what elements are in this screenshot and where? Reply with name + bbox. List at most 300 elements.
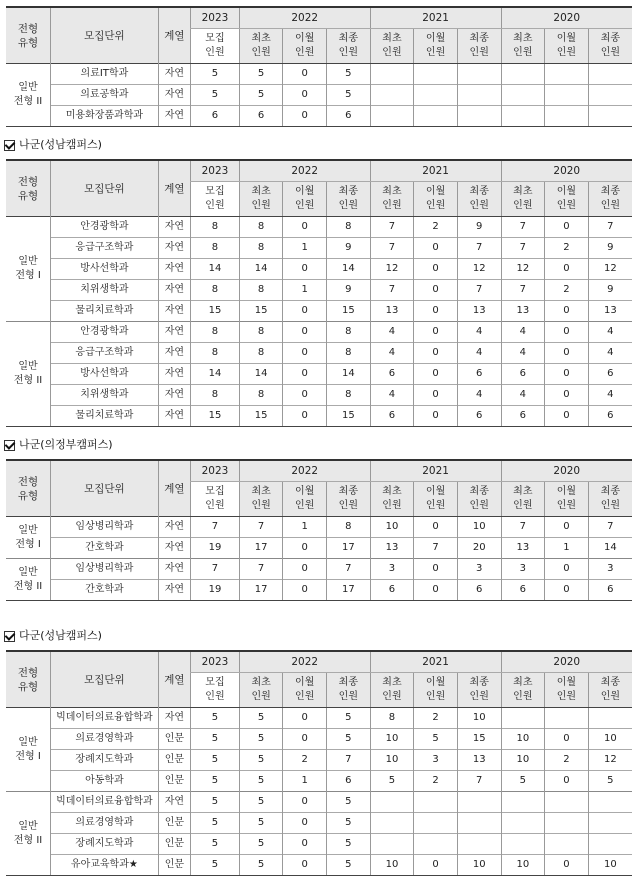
cell-unit: 임상병리학과 — [51, 559, 159, 580]
header-sub-line1: 최초 — [513, 486, 533, 497]
cell-value: 0 — [414, 855, 458, 876]
cell-value: 0 — [283, 259, 327, 280]
cell-value: 0 — [283, 855, 327, 876]
cell-value — [545, 813, 589, 834]
header-sub-line2: 인원 — [251, 47, 271, 58]
header-sub-line2: 인원 — [556, 47, 577, 58]
table-row — [6, 364, 632, 385]
cell-value — [457, 64, 501, 85]
cell-value: 17 — [327, 538, 371, 559]
header-sub-line2: 인원 — [295, 47, 315, 58]
cell-unit: 간호학과 — [51, 580, 159, 601]
cell-value: 1 — [283, 771, 327, 792]
cell-value: 0 — [414, 280, 458, 301]
cell-field: 자연 — [158, 559, 190, 580]
cell-value — [370, 813, 414, 834]
header-year-2023: 2023 — [191, 160, 240, 182]
cell-value: 19 — [191, 580, 240, 601]
cell-value: 1 — [545, 538, 589, 559]
header-sub-2023 — [191, 673, 240, 708]
cell-value: 6 — [191, 106, 240, 127]
section-title — [4, 628, 102, 644]
cell-value — [501, 106, 545, 127]
header-type — [6, 7, 51, 64]
header-year: 2020 — [501, 160, 632, 182]
header-field: 계열 — [158, 651, 190, 708]
header-sub-line2: 인원 — [469, 47, 489, 58]
header-sub-carry — [283, 29, 327, 64]
header-year: 2021 — [370, 651, 501, 673]
cell-value: 13 — [457, 750, 501, 771]
header-field: 계열 — [158, 7, 190, 64]
cell-value: 0 — [283, 792, 327, 813]
header-sub-line2: 인원 — [205, 200, 225, 211]
cell-value: 5 — [191, 85, 240, 106]
cell-unit: 치위생학과 — [51, 385, 159, 406]
header-sub-initial — [501, 482, 545, 517]
cell-value: 0 — [414, 580, 458, 601]
cell-field: 자연 — [158, 85, 190, 106]
header-sub-line1: 이월 — [295, 486, 315, 497]
cell-unit: 미용화장품과학과 — [51, 106, 159, 127]
cell-value: 6 — [588, 580, 632, 601]
cell-value: 0 — [283, 406, 327, 427]
header-sub-final — [588, 673, 632, 708]
cell-value: 5 — [239, 813, 283, 834]
checkbox-icon — [4, 140, 15, 151]
cell-field: 자연 — [158, 538, 190, 559]
cell-value: 0 — [545, 517, 589, 538]
cell-value — [414, 792, 458, 813]
cell-value: 6 — [501, 406, 545, 427]
cell-field: 인문 — [158, 750, 190, 771]
cell-value: 4 — [457, 343, 501, 364]
header-sub-line2: 인원 — [556, 200, 577, 211]
cell-value — [370, 106, 414, 127]
cell-value: 20 — [457, 538, 501, 559]
cell-value: 15 — [239, 301, 283, 322]
header-year: 2022 — [239, 160, 370, 182]
cell-value: 12 — [501, 259, 545, 280]
header-sub-line2: 인원 — [600, 200, 621, 211]
header-type-line2: 유형 — [17, 36, 39, 49]
cell-value: 5 — [588, 771, 632, 792]
cell-value: 6 — [501, 580, 545, 601]
cell-field: 인문 — [158, 729, 190, 750]
cell-value: 5 — [191, 771, 240, 792]
cell-value: 5 — [327, 855, 371, 876]
cell-value: 5 — [501, 771, 545, 792]
cell-value: 0 — [545, 729, 589, 750]
table-row — [6, 855, 632, 876]
cell-value — [370, 792, 414, 813]
header-sub-line1: 최초 — [382, 677, 402, 688]
cell-value: 2 — [545, 238, 589, 259]
table-row — [6, 729, 632, 750]
header-sub-line2: 인원 — [338, 691, 358, 702]
cell-value — [588, 813, 632, 834]
cell-value: 6 — [370, 580, 414, 601]
cell-field: 인문 — [158, 855, 190, 876]
cell-value — [457, 85, 501, 106]
header-sub-line1: 최종 — [600, 486, 621, 497]
header-type-line1: 전형 — [17, 175, 39, 188]
cell-value: 15 — [191, 406, 240, 427]
table-row — [6, 580, 632, 601]
cell-value: 0 — [414, 343, 458, 364]
cell-value — [588, 708, 632, 729]
header-row — [6, 7, 632, 29]
cell-value: 0 — [283, 64, 327, 85]
header-sub-line1: 이월 — [556, 186, 577, 197]
cell-value: 14 — [588, 538, 632, 559]
header-sub-line2: 인원 — [338, 500, 358, 511]
group-type — [6, 322, 51, 427]
group-type-line2: 전형 II — [13, 375, 43, 386]
cell-value: 2 — [414, 217, 458, 238]
cell-value: 0 — [545, 385, 589, 406]
cell-value: 4 — [588, 322, 632, 343]
cell-value: 10 — [457, 517, 501, 538]
header-sub-line1: 이월 — [425, 33, 446, 44]
cell-value: 4 — [588, 385, 632, 406]
cell-value: 7 — [327, 750, 371, 771]
header-sub-line1: 이월 — [556, 33, 577, 44]
header-sub-line1: 최종 — [469, 486, 489, 497]
cell-value: 5 — [327, 708, 371, 729]
cell-unit: 응급구조학과 — [51, 238, 159, 259]
cell-field: 자연 — [158, 322, 190, 343]
section-title — [4, 137, 102, 153]
cell-value: 0 — [283, 729, 327, 750]
cell-unit: 물리치료학과 — [51, 406, 159, 427]
cell-unit: 장례지도학과 — [51, 834, 159, 855]
header-year-2023: 2023 — [191, 651, 240, 673]
header-row — [6, 160, 632, 182]
cell-value: 10 — [588, 855, 632, 876]
group-type-line2: 전형 I — [15, 750, 41, 762]
header-sub-carry — [283, 482, 327, 517]
cell-value: 5 — [239, 855, 283, 876]
cell-value: 5 — [239, 771, 283, 792]
header-unit: 모집단위 — [51, 7, 159, 64]
cell-value: 2 — [414, 708, 458, 729]
cell-value: 8 — [239, 238, 283, 259]
section-title-text: 나군(의정부캠퍼스) — [19, 438, 113, 451]
cell-value: 4 — [370, 343, 414, 364]
cell-value: 8 — [239, 322, 283, 343]
cell-value: 7 — [327, 559, 371, 580]
cell-value — [370, 64, 414, 85]
cell-field: 자연 — [158, 406, 190, 427]
cell-value — [457, 834, 501, 855]
cell-value: 6 — [327, 771, 371, 792]
cell-value: 14 — [191, 364, 240, 385]
cell-value: 5 — [327, 85, 371, 106]
cell-unit: 방사선학과 — [51, 364, 159, 385]
header-sub-line2: 인원 — [425, 200, 446, 211]
cell-value: 14 — [239, 364, 283, 385]
cell-value: 13 — [370, 538, 414, 559]
table-row — [6, 771, 632, 792]
header-sub-line2: 인원 — [251, 200, 271, 211]
cell-value: 5 — [327, 64, 371, 85]
cell-value: 0 — [414, 385, 458, 406]
admission-table — [6, 6, 632, 127]
cell-unit: 장례지도학과 — [51, 750, 159, 771]
header-field: 계열 — [158, 160, 190, 217]
cell-value: 13 — [457, 301, 501, 322]
group-type-line2: 전형 I — [15, 270, 41, 281]
cell-value: 6 — [588, 406, 632, 427]
cell-unit: 치위생학과 — [51, 280, 159, 301]
cell-field: 인문 — [158, 771, 190, 792]
header-sub-final — [588, 29, 632, 64]
header-sub-line2: 인원 — [382, 691, 402, 702]
cell-value: 13 — [501, 538, 545, 559]
cell-value: 7 — [457, 280, 501, 301]
header-type-line2: 유형 — [17, 680, 39, 693]
group-type-line1: 일반 — [18, 566, 38, 578]
table-row — [6, 708, 632, 729]
header-year: 2021 — [370, 7, 501, 29]
header-year: 2022 — [239, 7, 370, 29]
group-type-line1: 일반 — [18, 736, 38, 748]
cell-value: 2 — [545, 750, 589, 771]
cell-value: 17 — [327, 580, 371, 601]
section-title-text: 나군(성남캠퍼스) — [19, 138, 102, 151]
header-sub-line2: 인원 — [295, 691, 315, 702]
cell-field: 자연 — [158, 301, 190, 322]
header-year: 2021 — [370, 160, 501, 182]
cell-value — [501, 834, 545, 855]
cell-value: 10 — [457, 855, 501, 876]
cell-value — [414, 813, 458, 834]
header-sub-line1: 최초 — [513, 186, 533, 197]
header-sub-line1: 최종 — [338, 677, 358, 688]
cell-value: 8 — [191, 238, 240, 259]
cell-value: 5 — [327, 729, 371, 750]
cell-value: 9 — [588, 238, 632, 259]
header-year: 2021 — [370, 460, 501, 482]
group-type-line2: 전형 II — [13, 580, 43, 592]
group-type-line1: 일반 — [18, 361, 38, 372]
header-sub-2023 — [191, 482, 240, 517]
cell-unit: 빅데이터의료융합학과 — [51, 708, 159, 729]
table-row — [6, 750, 632, 771]
cell-value: 13 — [588, 301, 632, 322]
header-sub-line2: 인원 — [251, 500, 271, 511]
header-sub-2023 — [191, 29, 240, 64]
cell-value: 5 — [191, 792, 240, 813]
cell-value: 3 — [501, 559, 545, 580]
header-sub-carry — [545, 182, 589, 217]
cell-value: 0 — [414, 559, 458, 580]
header-sub-line1: 최종 — [338, 33, 358, 44]
cell-value: 9 — [327, 238, 371, 259]
cell-value: 13 — [370, 301, 414, 322]
cell-value: 0 — [414, 406, 458, 427]
cell-value: 7 — [239, 559, 283, 580]
cell-value — [457, 106, 501, 127]
cell-value: 8 — [370, 708, 414, 729]
header-sub-line2: 인원 — [382, 200, 402, 211]
cell-value: 0 — [283, 343, 327, 364]
header-sub-line2: 인원 — [382, 500, 402, 511]
header-sub-line2: 인원 — [425, 47, 446, 58]
cell-value: 5 — [370, 771, 414, 792]
cell-value: 4 — [370, 322, 414, 343]
header-sub-carry — [545, 482, 589, 517]
checkbox-icon — [4, 440, 15, 451]
cell-value: 10 — [588, 729, 632, 750]
cell-value: 5 — [239, 792, 283, 813]
cell-value — [457, 792, 501, 813]
cell-field: 자연 — [158, 259, 190, 280]
header-sub-line1: 모집 — [205, 33, 225, 44]
header-sub-final — [457, 673, 501, 708]
cell-value — [370, 85, 414, 106]
table-row — [6, 280, 632, 301]
header-sub-line1: 모집 — [205, 486, 225, 497]
cell-value: 6 — [457, 580, 501, 601]
header-sub-line1: 최종 — [469, 186, 489, 197]
cell-value: 5 — [191, 729, 240, 750]
header-sub-initial — [370, 29, 414, 64]
cell-value: 6 — [370, 406, 414, 427]
cell-value: 0 — [283, 106, 327, 127]
cell-value: 6 — [588, 364, 632, 385]
header-sub-line2: 인원 — [513, 691, 533, 702]
admission-table — [6, 459, 632, 601]
header-type-line1: 전형 — [17, 475, 39, 488]
group-type-line2: 전형 II — [13, 834, 43, 846]
cell-value: 6 — [239, 106, 283, 127]
header-sub-line2: 인원 — [513, 500, 533, 511]
cell-value: 0 — [414, 517, 458, 538]
cell-value: 1 — [283, 238, 327, 259]
header-sub-initial — [239, 482, 283, 517]
header-field: 계열 — [158, 460, 190, 517]
cell-field: 자연 — [158, 364, 190, 385]
table-row — [6, 85, 632, 106]
cell-value: 8 — [191, 217, 240, 238]
header-sub-line2: 인원 — [205, 500, 225, 511]
cell-field: 자연 — [158, 708, 190, 729]
cell-value: 0 — [545, 301, 589, 322]
cell-value — [370, 834, 414, 855]
header-sub-initial — [370, 182, 414, 217]
cell-value: 5 — [327, 834, 371, 855]
cell-value — [588, 64, 632, 85]
cell-value: 8 — [191, 343, 240, 364]
cell-value: 5 — [191, 834, 240, 855]
cell-value — [414, 85, 458, 106]
cell-value: 3 — [414, 750, 458, 771]
cell-unit: 의료경영학과 — [51, 813, 159, 834]
cell-value: 6 — [457, 364, 501, 385]
cell-unit: 방사선학과 — [51, 259, 159, 280]
header-sub-line2: 인원 — [556, 691, 577, 702]
cell-value: 0 — [283, 301, 327, 322]
cell-value: 5 — [239, 729, 283, 750]
header-sub-final — [327, 673, 371, 708]
cell-value: 5 — [239, 85, 283, 106]
cell-value: 8 — [239, 280, 283, 301]
cell-value: 5 — [191, 855, 240, 876]
header-sub-line1: 최종 — [600, 33, 621, 44]
cell-value: 8 — [327, 343, 371, 364]
cell-value: 7 — [191, 559, 240, 580]
header-sub-line2: 인원 — [469, 200, 489, 211]
cell-value: 3 — [588, 559, 632, 580]
group-type — [6, 792, 51, 876]
cell-value: 5 — [239, 750, 283, 771]
header-sub-line1: 최종 — [338, 486, 358, 497]
cell-field: 인문 — [158, 834, 190, 855]
cell-field: 자연 — [158, 280, 190, 301]
header-type-line1: 전형 — [17, 22, 39, 35]
cell-value: 10 — [501, 855, 545, 876]
cell-value: 15 — [327, 301, 371, 322]
cell-value: 7 — [239, 517, 283, 538]
table-row — [6, 217, 632, 238]
header-sub-final — [457, 182, 501, 217]
cell-value: 10 — [370, 729, 414, 750]
header-year-2023: 2023 — [191, 460, 240, 482]
header-sub-line2: 인원 — [469, 500, 489, 511]
cell-value: 0 — [545, 322, 589, 343]
table-row — [6, 301, 632, 322]
cell-value: 0 — [545, 217, 589, 238]
cell-unit: 응급구조학과 — [51, 343, 159, 364]
cell-value: 6 — [501, 364, 545, 385]
header-sub-carry — [545, 673, 589, 708]
header-sub-line2: 인원 — [600, 47, 621, 58]
cell-field: 자연 — [158, 217, 190, 238]
header-sub-line1: 최초 — [382, 186, 402, 197]
cell-value: 3 — [370, 559, 414, 580]
cell-value: 0 — [283, 322, 327, 343]
group-type — [6, 217, 51, 322]
header-sub-line2: 인원 — [425, 691, 446, 702]
cell-value: 0 — [283, 708, 327, 729]
header-sub-initial — [239, 29, 283, 64]
table-row — [6, 343, 632, 364]
group-type — [6, 708, 51, 792]
header-sub-line1: 이월 — [295, 186, 315, 197]
cell-unit: 간호학과 — [51, 538, 159, 559]
cell-value: 10 — [370, 855, 414, 876]
cell-value — [414, 64, 458, 85]
cell-value: 14 — [239, 259, 283, 280]
header-sub-line1: 최초 — [251, 677, 271, 688]
cell-field: 자연 — [158, 385, 190, 406]
header-sub-final — [327, 182, 371, 217]
header-sub-line2: 인원 — [513, 200, 533, 211]
cell-value: 0 — [283, 559, 327, 580]
cell-field: 자연 — [158, 343, 190, 364]
cell-value — [588, 792, 632, 813]
header-type-line2: 유형 — [17, 189, 39, 202]
cell-value: 0 — [545, 559, 589, 580]
cell-value: 0 — [414, 322, 458, 343]
cell-value: 4 — [501, 385, 545, 406]
cell-value: 10 — [370, 750, 414, 771]
cell-value: 10 — [457, 708, 501, 729]
header-sub-line1: 최종 — [469, 33, 489, 44]
header-sub-initial — [239, 182, 283, 217]
